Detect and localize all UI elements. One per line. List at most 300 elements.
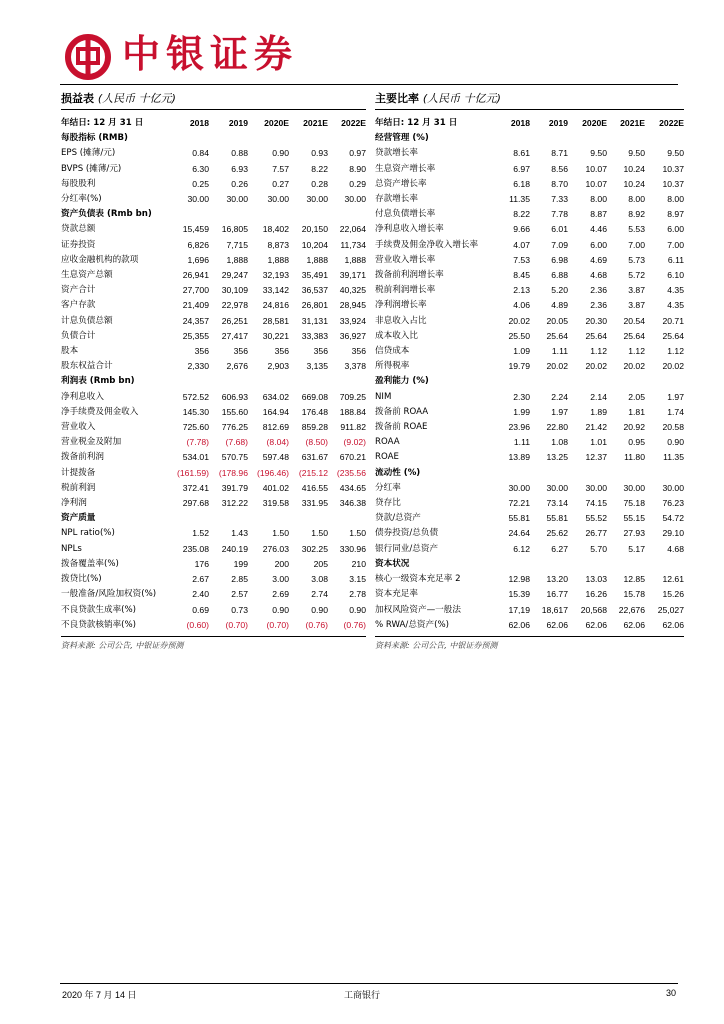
cell-value: 16.26	[585, 589, 607, 600]
cell-value: 416.55	[301, 482, 328, 493]
cell-value: 200	[274, 558, 289, 569]
cell-value: 372.41	[182, 482, 209, 493]
cell-value: 62.06	[623, 619, 645, 630]
table-row	[61, 359, 366, 374]
cell-value: 20.58	[662, 422, 684, 433]
cell-value: 8.97	[667, 209, 684, 220]
cell-value: 7,715	[226, 239, 248, 250]
cell-value: 312.22	[221, 498, 248, 509]
cell-value: 0.29	[349, 178, 366, 189]
cell-value: 29,247	[221, 270, 248, 281]
cell-value: 3.08	[311, 574, 328, 585]
cell-value: 30,109	[221, 285, 248, 296]
row-label: 营业收入	[61, 422, 96, 433]
row-label: 股本	[61, 346, 79, 357]
cell-value: 670.21	[339, 452, 366, 463]
table-header-row	[61, 116, 366, 131]
cell-value: 1.99	[513, 406, 530, 417]
cell-value: 20.30	[585, 315, 607, 326]
table-row	[61, 481, 366, 496]
cell-value: 22.80	[546, 422, 568, 433]
cell-value: 20.05	[546, 315, 568, 326]
section-header-row	[375, 374, 684, 389]
cell-value: 55.15	[623, 513, 645, 524]
row-label: 核心一级资本充足率 2	[375, 574, 461, 585]
cell-value: 22,064	[339, 224, 366, 235]
cell-value: 2.85	[231, 574, 248, 585]
row-label: 净手续费及佣金收入	[61, 406, 139, 417]
row-label: 存款增长率	[375, 194, 418, 205]
cell-value: 0.93	[311, 148, 328, 159]
row-label: ROAE	[375, 452, 399, 463]
cell-value: (9.02)	[343, 437, 366, 448]
cell-value: 2.69	[272, 589, 289, 600]
cell-value: (0.70)	[225, 619, 248, 630]
section-header-row	[61, 207, 366, 222]
cell-value: 6.27	[551, 543, 568, 554]
cell-value: (196.46)	[256, 467, 289, 478]
cell-value: 210	[351, 558, 366, 569]
cell-value: 1,888	[344, 254, 366, 265]
cell-value: 25.62	[546, 528, 568, 539]
panel-title-text: 损益表	[61, 92, 94, 105]
cell-value: 2.30	[513, 391, 530, 402]
cell-value: 40,325	[339, 285, 366, 296]
row-label: EPS (摊薄/元)	[61, 148, 116, 159]
row-label: 不良贷款核销率(%)	[61, 619, 137, 630]
cell-value: 16,805	[221, 224, 248, 235]
cell-value: 1.12	[667, 346, 684, 357]
cell-value: 2.40	[192, 589, 209, 600]
row-label: 拨备覆盖率(%)	[61, 558, 119, 569]
cell-value: 29.10	[662, 528, 684, 539]
table-row	[375, 603, 684, 618]
cell-value: 6.12	[513, 543, 530, 554]
section-header-row	[375, 557, 684, 572]
cell-value: 4.89	[551, 300, 568, 311]
row-label: 贷存比	[375, 498, 401, 509]
cell-value: 22,978	[221, 300, 248, 311]
section-header-row	[61, 131, 366, 146]
cell-value: 1.11	[513, 437, 530, 448]
table-row	[61, 283, 366, 298]
cell-value: 20.71	[662, 315, 684, 326]
cell-value: 12.98	[508, 574, 530, 585]
cell-value: 1.50	[349, 528, 366, 539]
row-label: 加权风险资产—一般法	[375, 604, 461, 615]
cell-value: 5.20	[551, 285, 568, 296]
cell-value: 3.87	[628, 285, 645, 296]
cell-value: 75.18	[623, 498, 645, 509]
cell-value: 2.74	[311, 589, 328, 600]
cell-value: 240.19	[221, 543, 248, 554]
cell-value: 30.00	[187, 194, 209, 205]
cell-value: 725.60	[182, 422, 209, 433]
cell-value: 2.05	[628, 391, 645, 402]
row-label: 生息资产总额	[61, 270, 113, 281]
table-row	[375, 283, 684, 298]
cell-value: 20.54	[623, 315, 645, 326]
cell-value: (235.56	[336, 467, 366, 478]
cell-value: 62.06	[662, 619, 684, 630]
cell-value: 8,873	[267, 239, 289, 250]
row-label: 总资产增长率	[375, 178, 427, 189]
cell-value: 11.35	[509, 194, 530, 205]
cell-value: 297.68	[182, 498, 209, 509]
cell-value: (7.68)	[225, 437, 248, 448]
table-row	[61, 238, 366, 253]
cell-value: 570.75	[221, 452, 248, 463]
cell-value: 2,330	[187, 361, 209, 372]
table-row	[61, 192, 366, 207]
cell-value: (0.60)	[186, 619, 209, 630]
cell-value: 24,816	[262, 300, 289, 311]
table-row	[375, 481, 684, 496]
row-label: 净利润	[61, 498, 87, 509]
footer-divider	[60, 983, 678, 984]
cell-value: 8.71	[551, 148, 568, 159]
cell-value: 20.92	[623, 422, 645, 433]
year-header: 2018	[189, 118, 209, 128]
cell-value: 21.42	[585, 422, 607, 433]
year-header: 2021E	[620, 118, 645, 128]
year-header: 2019	[228, 118, 248, 128]
cell-value: 26.77	[585, 528, 607, 539]
cell-value: 1.97	[551, 406, 568, 417]
cell-value: 331.95	[301, 498, 328, 509]
cell-value: 188.84	[339, 406, 366, 417]
table-row	[375, 207, 684, 222]
cell-value: 6.18	[513, 178, 530, 189]
cell-value: 2.57	[231, 589, 248, 600]
cell-value: 8.90	[349, 163, 366, 174]
year-header: 2018	[510, 118, 530, 128]
row-label: NIM	[375, 391, 392, 402]
cell-value: 24.64	[508, 528, 530, 539]
cell-value: 0.90	[272, 604, 289, 615]
cell-value: 1.74	[667, 406, 684, 417]
cell-value: 20.02	[508, 315, 530, 326]
cell-value: 13.89	[508, 452, 530, 463]
row-label: 股东权益合计	[61, 361, 113, 372]
cell-value: 22,676	[618, 604, 645, 615]
section-header-row	[375, 131, 684, 146]
row-label: 拨备前 ROAA	[375, 406, 429, 417]
cell-value: 199	[233, 558, 248, 569]
cell-value: 205	[313, 558, 328, 569]
table-row	[61, 526, 366, 541]
cell-value: 1.43	[231, 528, 248, 539]
table-row	[61, 572, 366, 587]
cell-value: (0.76)	[343, 619, 366, 630]
cell-value: 4.06	[513, 300, 530, 311]
cell-value: 6.10	[667, 270, 684, 281]
row-label: ROAA	[375, 437, 400, 448]
table-row	[61, 435, 366, 450]
cell-value: 0.90	[349, 604, 366, 615]
cell-value: 145.30	[182, 406, 209, 417]
section-label: 盈利能力 (%)	[375, 376, 429, 387]
table-header-row	[375, 116, 684, 131]
cell-value: 0.95	[628, 437, 645, 448]
brand-name: 中银证券	[122, 31, 299, 76]
cell-value: 155.60	[221, 406, 248, 417]
table-row	[61, 450, 366, 465]
cell-value: 33,142	[262, 285, 289, 296]
column-label: 年结日: 12 月 31 日	[61, 118, 144, 128]
row-label: 营业收入增长率	[375, 254, 436, 265]
cell-value: 27,700	[182, 285, 209, 296]
cell-value: 25.50	[508, 330, 530, 341]
table-row	[61, 603, 366, 618]
cell-value: 20,150	[301, 224, 328, 235]
cell-value: 7.57	[272, 163, 289, 174]
row-label: NPLs	[61, 543, 82, 554]
cell-value: 606.93	[221, 391, 248, 402]
cell-value: 20.02	[623, 361, 645, 372]
cell-value: 0.69	[192, 604, 209, 615]
footer-page-number: 30	[665, 988, 676, 998]
cell-value: (215.12	[298, 467, 328, 478]
table-row	[375, 253, 684, 268]
cell-value: 7.00	[667, 239, 684, 250]
section-header-row	[61, 511, 366, 526]
cell-value: 7.53	[513, 254, 530, 265]
cell-value: 4.68	[667, 543, 684, 554]
cell-value: 62.06	[546, 619, 568, 630]
table-row	[375, 314, 684, 329]
cell-value: 9.50	[590, 148, 607, 159]
cell-value: 2.36	[590, 285, 607, 296]
row-label: 付息负债增长率	[375, 209, 436, 220]
cell-value: 4.35	[667, 285, 684, 296]
cell-value: 55.81	[546, 513, 568, 524]
cell-value: 8.22	[311, 163, 328, 174]
cell-value: 669.08	[301, 391, 328, 402]
year-header: 2022E	[341, 118, 366, 128]
section-header-row	[375, 466, 684, 481]
cell-value: 15.26	[662, 589, 684, 600]
cell-value: 1.12	[590, 346, 607, 357]
cell-value: 11,734	[340, 239, 366, 250]
cell-value: 5.72	[628, 270, 645, 281]
table-row	[375, 268, 684, 283]
cell-value: 2.24	[551, 391, 568, 402]
cell-value: 3,378	[344, 361, 366, 372]
cell-value: 9.66	[513, 224, 530, 235]
cell-value: 25.64	[585, 330, 607, 341]
cell-value: (8.04)	[266, 437, 289, 448]
cell-value: 17,19	[508, 604, 530, 615]
row-label: 拨备前 ROAE	[375, 422, 428, 433]
cell-value: 13.03	[585, 574, 607, 585]
cell-value: 3,135	[306, 361, 328, 372]
cell-value: 709.25	[339, 391, 366, 402]
table-row	[61, 557, 366, 572]
cell-value: 3.87	[628, 300, 645, 311]
table-row	[375, 238, 684, 253]
cell-value: 812.69	[262, 422, 289, 433]
cell-value: 0.97	[349, 148, 366, 159]
table-row	[61, 298, 366, 313]
cell-value: 15.39	[508, 589, 530, 600]
cell-value: 6.01	[551, 224, 568, 235]
table-row	[375, 511, 684, 526]
cell-value: 356	[313, 346, 328, 357]
table-row	[375, 146, 684, 161]
cell-value: 76.23	[662, 498, 684, 509]
cell-value: (178.96	[218, 467, 248, 478]
cell-value: 1,888	[226, 254, 248, 265]
year-header: 2020E	[264, 118, 289, 128]
table-row	[375, 359, 684, 374]
cell-value: 7.78	[551, 209, 568, 220]
header-divider	[60, 84, 678, 85]
cell-value: 401.02	[262, 482, 289, 493]
cell-value: 6,826	[187, 239, 209, 250]
cell-value: 4.35	[667, 300, 684, 311]
cell-value: 12.37	[585, 452, 607, 463]
cell-value: 31,131	[301, 315, 328, 326]
cell-value: 276.03	[262, 543, 289, 554]
table-row	[375, 587, 684, 602]
key-ratios-table	[375, 116, 684, 633]
cell-value: 2.14	[590, 391, 607, 402]
cell-value: 10,204	[301, 239, 328, 250]
row-label: NPL ratio(%)	[61, 528, 115, 539]
cell-value: 33,924	[339, 315, 366, 326]
cell-value: 30.00	[267, 194, 289, 205]
cell-value: 25.64	[623, 330, 645, 341]
cell-value: 1,888	[306, 254, 328, 265]
cell-value: 776.25	[221, 422, 248, 433]
section-header-row	[61, 374, 366, 389]
table-row	[61, 420, 366, 435]
cell-value: 12.61	[662, 574, 684, 585]
cell-value: 0.73	[231, 604, 248, 615]
table-row	[61, 268, 366, 283]
cell-value: 1.08	[551, 437, 568, 448]
cell-value: 2.67	[192, 574, 209, 585]
cell-value: 356	[274, 346, 289, 357]
cell-value: 26,801	[301, 300, 328, 311]
cell-value: 24,357	[182, 315, 209, 326]
year-header: 2021E	[303, 118, 328, 128]
cell-value: 8.70	[551, 178, 568, 189]
cell-value: 27,417	[221, 330, 248, 341]
cell-value: 6.00	[590, 239, 607, 250]
key-ratios-title	[375, 91, 684, 106]
cell-value: 434.65	[339, 482, 366, 493]
footer-company: 工商银行	[343, 990, 380, 1000]
cell-value: 330.96	[339, 543, 366, 554]
table-row	[375, 526, 684, 541]
cell-value: 30.00	[344, 194, 366, 205]
cell-value: 36,927	[339, 330, 366, 341]
column-label: 年结日: 12 月 31 日	[375, 118, 458, 128]
table-row	[61, 177, 366, 192]
cell-value: 391.79	[221, 482, 248, 493]
table-row	[61, 146, 366, 161]
year-header: 2020E	[582, 118, 607, 128]
cell-value: 25,027	[657, 604, 684, 615]
row-label: 负债合计	[61, 330, 96, 341]
row-label: 净利息收入增长率	[375, 224, 444, 235]
footer-date: 2020 年 7 月 14 日	[62, 990, 137, 1000]
cell-value: 26,251	[221, 315, 248, 326]
cell-value: 73.14	[546, 498, 568, 509]
cell-value: 2.13	[513, 285, 530, 296]
table-row	[375, 222, 684, 237]
row-label: 计提拨备	[61, 467, 96, 478]
cell-value: 356	[351, 346, 366, 357]
cell-value: 55.81	[508, 513, 530, 524]
table-row	[375, 192, 684, 207]
cell-value: 4.69	[590, 254, 607, 265]
cell-value: (161.59)	[176, 467, 209, 478]
table-row	[61, 466, 366, 481]
cell-value: 55.52	[585, 513, 607, 524]
table-row	[375, 496, 684, 511]
cell-value: 62.06	[508, 619, 530, 630]
row-label: 贷款/总资产	[375, 513, 421, 524]
cell-value: 10.24	[623, 178, 645, 189]
cell-value: 0.90	[311, 604, 328, 615]
table-row	[61, 542, 366, 557]
cell-value: 8.22	[513, 209, 530, 220]
table-row	[375, 618, 684, 633]
table-row	[375, 390, 684, 405]
cell-value: 18,617	[541, 604, 568, 615]
cell-value: 54.72	[662, 513, 684, 524]
cell-value: 25.64	[662, 330, 684, 341]
cell-value: 5.53	[628, 224, 645, 235]
cell-value: (8.50)	[305, 437, 328, 448]
cell-value: 2.78	[349, 589, 366, 600]
cell-value: 2,676	[226, 361, 248, 372]
cell-value: 7.09	[551, 239, 568, 250]
section-label: 经营管理 (%)	[375, 133, 429, 144]
row-label: 拨贷比(%)	[61, 574, 102, 585]
title-divider	[61, 109, 366, 110]
cell-value: 6.93	[231, 163, 248, 174]
cell-value: 859.28	[301, 422, 328, 433]
cell-value: 30,221	[262, 330, 289, 341]
cell-value: 1.97	[667, 391, 684, 402]
cell-value: 10.24	[623, 163, 645, 174]
income-statement-panel	[61, 91, 366, 651]
cell-value: 1.09	[513, 346, 530, 357]
source-note: 资料来源: 公司公告, 中银证券预测	[61, 636, 366, 651]
cell-value: 1,888	[267, 254, 289, 265]
cell-value: 62.06	[585, 619, 607, 630]
cell-value: 8.92	[628, 209, 645, 220]
cell-value: 27.93	[623, 528, 645, 539]
cell-value: 19.79	[508, 361, 530, 372]
row-label: 分红率	[375, 482, 401, 493]
key-ratios-panel	[375, 91, 684, 651]
row-label: BVPS (摊薄/元)	[61, 163, 122, 174]
cell-value: 28,945	[339, 300, 366, 311]
cell-value: 319.58	[262, 498, 289, 509]
cell-value: 20,568	[580, 604, 607, 615]
cell-value: (7.78)	[186, 437, 209, 448]
row-label: 信贷成本	[375, 346, 410, 357]
row-label: 税前利润增长率	[375, 285, 436, 296]
cell-value: 4.68	[590, 270, 607, 281]
row-label: 应收金融机构的款项	[61, 254, 139, 265]
cell-value: 2,903	[267, 361, 289, 372]
